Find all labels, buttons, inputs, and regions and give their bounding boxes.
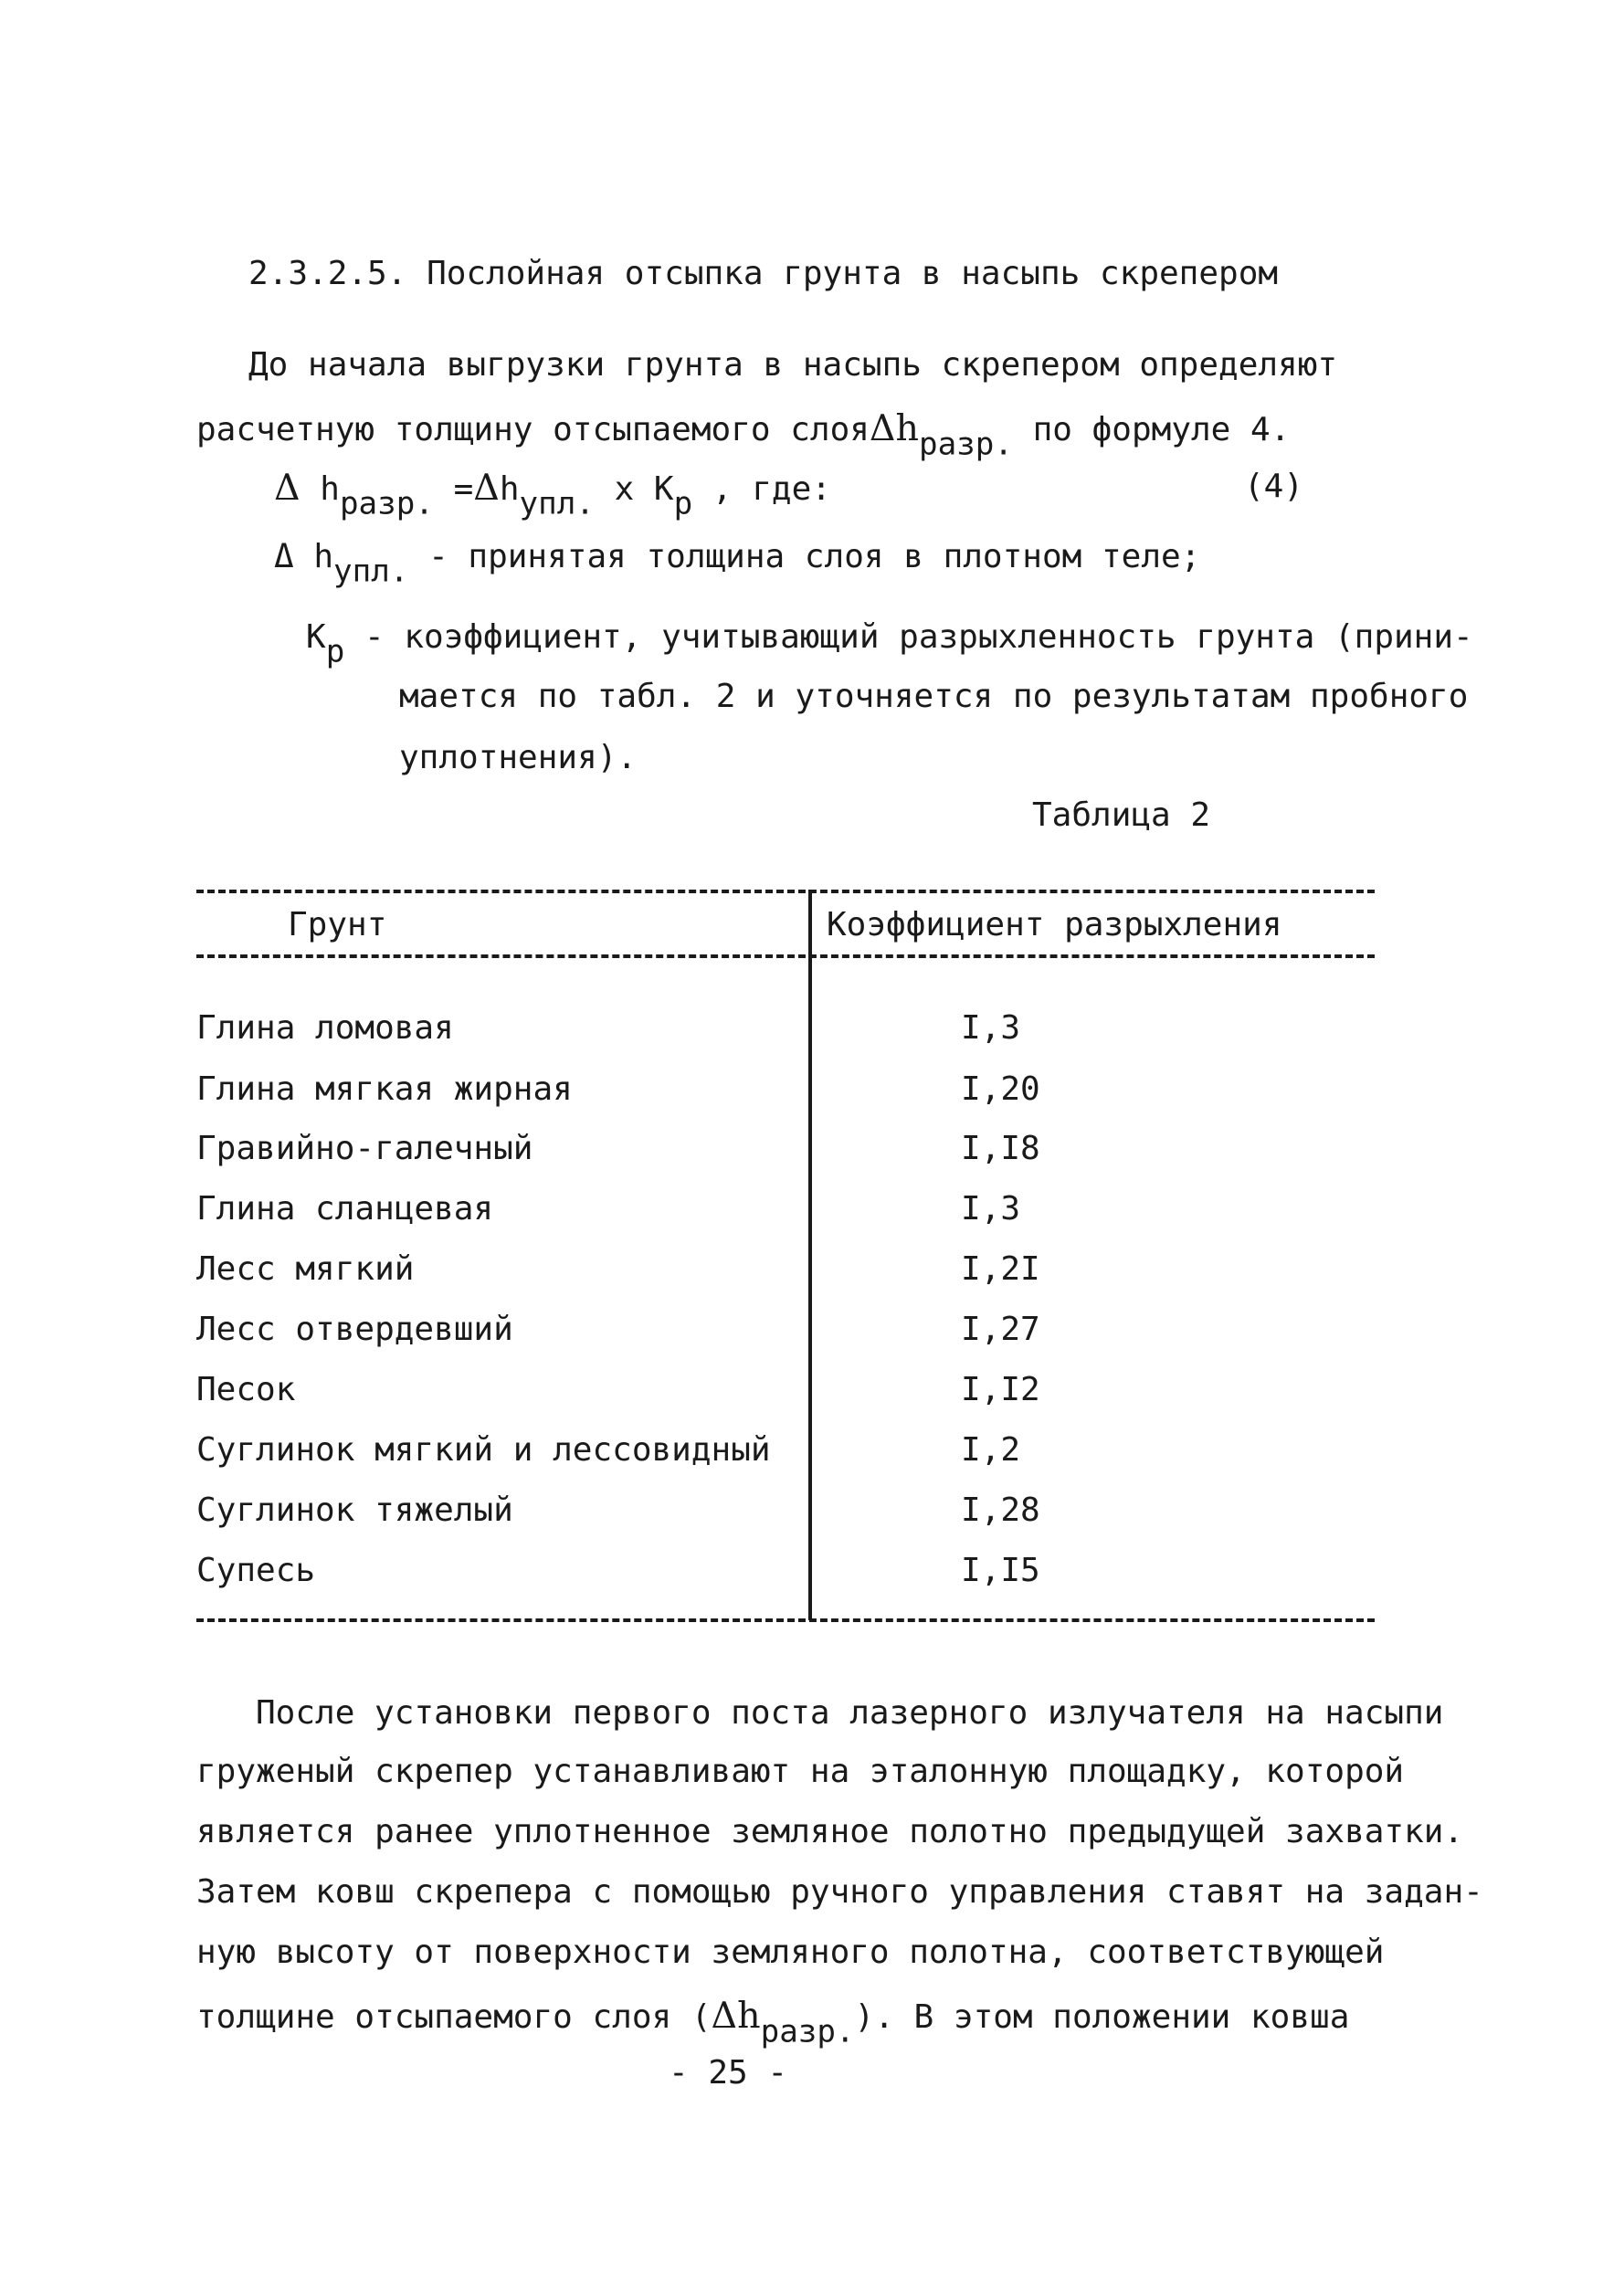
table-row-name: Супесь bbox=[196, 1552, 316, 1589]
table-row-value: I,2 bbox=[961, 1431, 1021, 1469]
subscript: разр. bbox=[339, 485, 434, 522]
table-row-name: Суглинок тяжелый bbox=[196, 1491, 513, 1529]
table-header-ground: Грунт bbox=[288, 906, 387, 943]
definition-2 bbox=[306, 618, 1473, 670]
delta-symbol: Δh bbox=[869, 407, 919, 449]
intro-line-2 bbox=[196, 407, 1291, 463]
table-header-rule bbox=[196, 954, 1375, 958]
table-row-name: Песок bbox=[196, 1371, 296, 1408]
table-row-value: I,3 bbox=[961, 1009, 1021, 1047]
paragraph-line-2: груженый скрепер устанавливают на эталонную площадку, которой bbox=[196, 1753, 1405, 1790]
paragraph-line-4: Затем ковш скрепера с помощью ручного управления ставят на задан- bbox=[196, 1873, 1483, 1911]
table-row-value: I,2I bbox=[961, 1250, 1040, 1288]
formula-eq: = bbox=[453, 470, 474, 508]
paragraph-line-1: После установки первого поста лазерного излучателя на насыпи bbox=[256, 1694, 1444, 1732]
formula bbox=[274, 467, 831, 522]
table-caption: Таблица 2 bbox=[1032, 796, 1211, 834]
subscript: р bbox=[673, 485, 693, 522]
formula-h: h bbox=[320, 470, 340, 508]
table-column-divider bbox=[808, 890, 812, 1620]
paragraph-line-3: является ранее уплотненное земляное полотно предыдущей захватки. bbox=[196, 1813, 1464, 1850]
subscript: р bbox=[325, 633, 345, 670]
formula-number: (4) bbox=[1244, 468, 1304, 505]
table-row-name: Глина мягкая жирная bbox=[196, 1070, 573, 1108]
delta-symbol: Δh bbox=[711, 1995, 761, 2037]
table-row-value: I,28 bbox=[961, 1491, 1040, 1529]
table-header-coefficient: Коэффициент разрыхления bbox=[827, 906, 1282, 943]
table-row-name: Лесс отвердевший bbox=[196, 1311, 513, 1348]
table-row-name: Глина ломовая bbox=[196, 1009, 454, 1047]
intro-line-2-tail: по формуле 4. bbox=[1032, 411, 1291, 448]
subscript: упл. bbox=[333, 553, 409, 590]
table-row-value: I,I5 bbox=[961, 1552, 1040, 1589]
table-row-value: I,20 bbox=[961, 1070, 1040, 1108]
subscript: разр. bbox=[919, 426, 1013, 463]
definition-1 bbox=[274, 538, 1201, 590]
definition-text: - принятая толщина слоя в плотном теле; bbox=[428, 538, 1201, 575]
intro-line-1: До начала выгрузки грунта в насыпь скрепером определяют bbox=[248, 346, 1338, 384]
page-number: - 25 - bbox=[669, 2054, 788, 2092]
table-row-value: I,I2 bbox=[961, 1371, 1040, 1408]
paragraph-line-6-text: толщине отсыпаемого слоя ( bbox=[196, 1998, 712, 2036]
definition-text: - коэффициент, учитывающий разрыхленность грунта (прини- bbox=[364, 618, 1473, 656]
table-bottom-rule bbox=[196, 1618, 1375, 1622]
subscript: разр. bbox=[760, 2013, 855, 2050]
definition-2-cont-2: уплотнения). bbox=[399, 739, 638, 776]
table-row-name: Глина сланцевая bbox=[196, 1190, 494, 1228]
section-heading: 2.3.2.5. Послойная отсыпка грунта в насыпь скрепером bbox=[248, 255, 1279, 292]
paragraph-line-6-tail: ). В этом положении ковша bbox=[854, 1998, 1350, 2036]
delta-symbol: Δ bbox=[473, 467, 500, 509]
delta-symbol: Δ bbox=[274, 467, 301, 509]
intro-line-2-text: расчетную толщину отсыпаемого слоя bbox=[196, 411, 870, 448]
table-top-rule bbox=[196, 890, 1375, 893]
table-row-name: Лесс мягкий bbox=[196, 1250, 415, 1288]
table-row-name: Гравийно-галечный bbox=[196, 1130, 533, 1167]
formula-where: , где: bbox=[712, 470, 831, 508]
subscript: упл. bbox=[519, 485, 595, 522]
definition-2-cont-1: мается по табл. 2 и уточняется по результатам пробного bbox=[399, 678, 1469, 715]
definition-symbol: Δ h bbox=[274, 538, 334, 575]
table-row-value: I,3 bbox=[961, 1190, 1021, 1228]
definition-symbol: К bbox=[306, 618, 326, 656]
formula-h: h bbox=[499, 470, 520, 508]
table-row-value: I,27 bbox=[961, 1311, 1040, 1348]
formula-times: x K bbox=[614, 470, 674, 508]
table-row-value: I,I8 bbox=[961, 1130, 1040, 1167]
paragraph-line-5: ную высоту от поверхности земляного полотна, соответствующей bbox=[196, 1934, 1385, 1971]
table-row-name: Суглинок мягкий и лессовидный bbox=[196, 1431, 771, 1469]
paragraph-line-6 bbox=[196, 1995, 1350, 2050]
